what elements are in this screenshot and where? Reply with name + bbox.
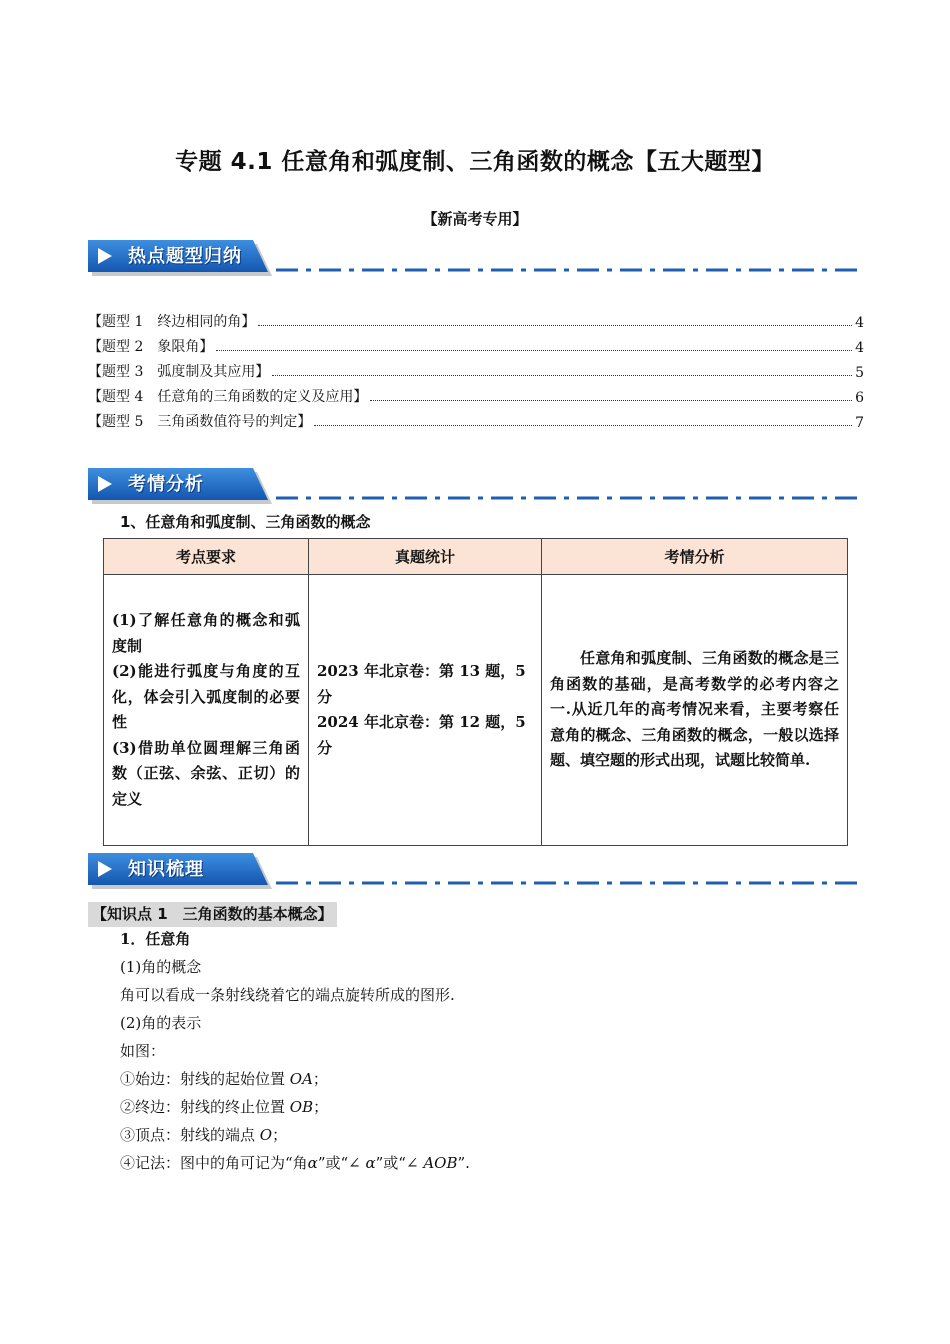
toc-label: 【题型 1 终边相同的角】 <box>88 314 256 330</box>
table-header: 考点要求 <box>104 539 309 575</box>
toc-label: 【题型 4 任意角的三角函数的定义及应用】 <box>88 389 368 405</box>
requirements-cell <box>104 575 309 846</box>
table-row <box>104 575 848 846</box>
text: ”或“∠ <box>375 1154 424 1172</box>
toc-item[interactable] <box>88 309 864 331</box>
analysis-cell <box>542 575 848 846</box>
page-subtitle: 【新高考专用】 <box>422 210 528 228</box>
variable: OA <box>289 1070 313 1088</box>
toc-label: 【题型 2 象限角】 <box>88 339 214 355</box>
variable: α <box>307 1154 318 1172</box>
toc-page: 7 <box>855 415 864 431</box>
toc-item[interactable] <box>88 409 864 431</box>
stat-item: 2023 年北京卷：第 13 题，5 分 <box>317 662 526 706</box>
text: ③顶点：射线的端点 <box>120 1126 260 1144</box>
variable: AOB <box>423 1154 458 1172</box>
exam-analysis-table <box>103 538 848 846</box>
banner-hot-topics <box>88 238 863 278</box>
toc-leader <box>370 400 852 401</box>
toc-leader <box>272 375 852 376</box>
toc-item[interactable] <box>88 334 864 356</box>
table-header: 真题统计 <box>309 539 542 575</box>
toc-leader <box>314 425 852 426</box>
text: ①始边：射线的起始位置 <box>120 1070 290 1088</box>
subheading: (2)角的表示 <box>120 1014 202 1032</box>
variable: O <box>259 1126 273 1144</box>
table-header: 考情分析 <box>542 539 848 575</box>
page-title: 专题 4.1 任意角和弧度制、三角函数的概念【五大题型】 <box>175 149 775 175</box>
analysis-text: 任意角和弧度制、三角函数的概念是三角函数的基础，是高考数学的必考内容之一.从近几年的高考情况来看，主要考察任意角的概念、三角函数的概念，一般以选择题、填空题的形式出现，试题比较简单. <box>550 649 839 770</box>
toc-page: 4 <box>855 340 864 356</box>
stat-item: 2024 年北京卷：第 12 题，5 分 <box>317 713 526 757</box>
variable: α <box>365 1154 376 1172</box>
table-header-row <box>104 539 848 575</box>
vertex-line <box>120 1125 287 1145</box>
banner-graphic <box>88 466 863 506</box>
variable: OB <box>289 1098 314 1116</box>
requirement-item: (2)能进行弧度与角度的互化，体会引入弧度制的必要性 <box>112 662 300 731</box>
toc-page: 4 <box>855 315 864 331</box>
terminal-side-line <box>120 1097 328 1117</box>
body-text: 角可以看成一条射线绕着它的端点旋转所成的图形. <box>120 986 455 1004</box>
notation-line <box>120 1153 470 1173</box>
toc-label: 【题型 3 弧度制及其应用】 <box>88 364 270 380</box>
requirement-item: (3)借助单位圆理解三角函数（正弦、余弦、正切）的定义 <box>112 738 300 808</box>
knowledge-point-heading: 【知识点 1 三角函数的基本概念】 <box>88 902 337 927</box>
toc-item[interactable] <box>88 359 864 381</box>
toc-page: 6 <box>855 390 864 406</box>
stats-cell <box>309 575 542 846</box>
requirement-item: (1)了解任意角的概念和弧度制 <box>112 611 300 655</box>
toc-leader <box>216 350 852 351</box>
item-title: 1．任意角 <box>120 930 191 948</box>
toc-page: 5 <box>855 365 864 381</box>
banner-title: 热点题型归纳 <box>128 246 242 267</box>
body-text: 如图： <box>120 1042 166 1060</box>
banner-title: 知识梳理 <box>128 859 204 880</box>
toc-item[interactable] <box>88 384 864 406</box>
text: ”或“∠ <box>317 1154 366 1172</box>
text: ②终边：射线的终止位置 <box>120 1098 290 1116</box>
text: ； <box>272 1126 288 1144</box>
toc-leader <box>258 325 852 326</box>
text: ； <box>313 1098 329 1116</box>
text: ”. <box>457 1154 470 1172</box>
section-heading: 1、任意角和弧度制、三角函数的概念 <box>120 513 371 531</box>
banner-title: 考情分析 <box>128 474 204 495</box>
banner-knowledge <box>88 851 863 891</box>
text: ④记法：图中的角可记为“角 <box>120 1154 308 1172</box>
subheading: (1)角的概念 <box>120 958 202 976</box>
text: ； <box>312 1070 328 1088</box>
toc-label: 【题型 5 三角函数值符号的判定】 <box>88 414 312 430</box>
initial-side-line <box>120 1069 328 1089</box>
banner-graphic <box>88 851 863 891</box>
banner-exam-analysis <box>88 466 863 506</box>
